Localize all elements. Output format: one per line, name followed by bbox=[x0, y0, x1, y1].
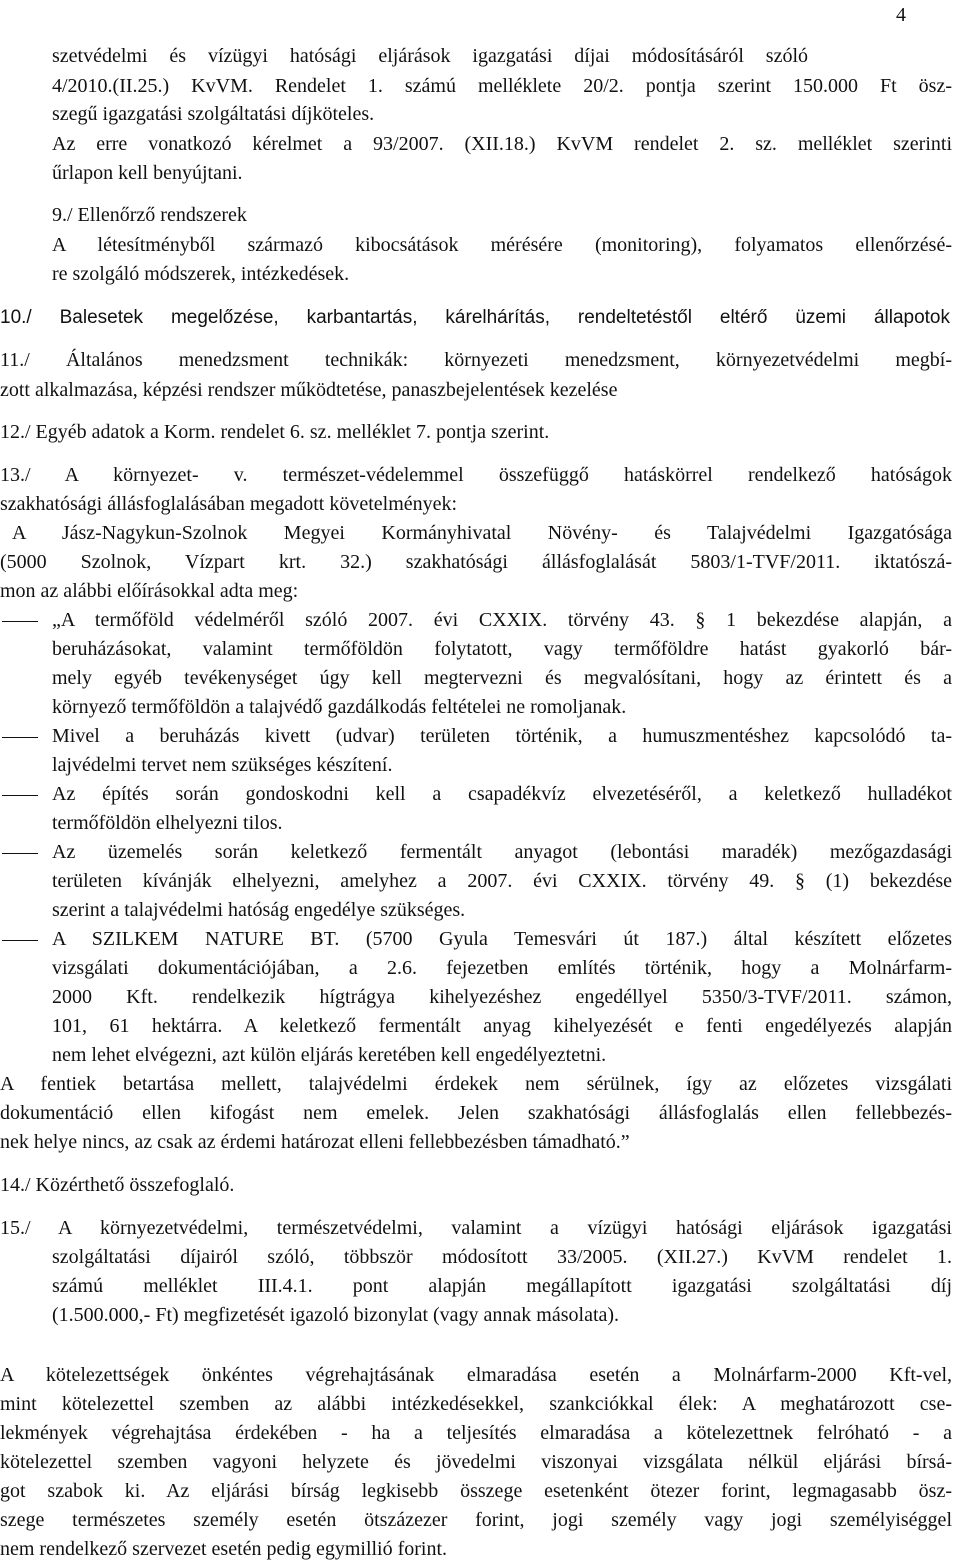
text-line: 4/2010.(II.25.) KvVM. Rendelet 1. számú melléklete 20/2. pontja szerint 150.000 Ft ösz- bbox=[52, 75, 952, 97]
list-item: „A termőföld védelméről szóló 2007. évi CXXIX. törvény 43. § 1 bekezdése alapján, a bbox=[52, 609, 952, 631]
text-line: (5000 Szolnok, Vízpart krt. 32.) szakhatósági állásfoglalását 5803/1-TVF/2011. iktatószá- bbox=[0, 551, 952, 573]
text-line: lekmények végrehajtása érdekében - ha a teljesítés elmaradása a kötelezettnek felróható - a bbox=[0, 1422, 952, 1444]
text-line: nem lehet elvégezni, azt külön eljárás keretében kell engedélyeztetni. bbox=[52, 1044, 607, 1066]
text-line: szerint a talajvédelmi hatóság engedélye szükséges. bbox=[52, 899, 466, 921]
bullet-dash bbox=[2, 621, 38, 622]
list-item: A SZILKEM NATURE BT. (5700 Gyula Temesvári út 187.) által készített előzetes bbox=[52, 928, 952, 950]
text-line: got szabok ki. Az eljárási bírság legkisebb összege esetenként ötezer forint, legmagasabb ösz- bbox=[0, 1480, 952, 1502]
bullet-dash bbox=[2, 940, 38, 941]
text-line: szegű igazgatási szolgáltatási díjköteles. bbox=[52, 103, 375, 125]
list-item: Mivel a beruházás kivett (udvar) területen történik, a humuszmentéshez kapcsolódó ta- bbox=[52, 725, 952, 747]
section-heading: 15./ A környezetvédelmi, természetvédelmi, valamint a vízügyi hatósági eljárások igazgatási bbox=[0, 1217, 952, 1239]
list-item: Az építés során gondoskodni kell a csapadékvíz elvezetéséről, a keletkező hulladékot bbox=[52, 783, 952, 805]
section-heading: 9./ Ellenőrző rendszerek bbox=[52, 204, 247, 226]
list-item: Az üzemelés során keletkező fermentált anyagot (lebontási maradék) mezőgazdasági bbox=[52, 841, 952, 863]
section-heading: 13./ A környezet- v. természet-védelemmel összefüggő hatáskörrel rendelkező hatóságok bbox=[0, 464, 952, 486]
text-line: nek helye nincs, az csak az érdemi határozat elleni fellebbezésben támadható.” bbox=[0, 1131, 630, 1153]
text-line: A kötelezettségek önkéntes végrehajtásának elmaradása esetén a Molnárfarm-2000 Kft-vel, bbox=[0, 1364, 952, 1386]
text-line: Az erre vonatkozó kérelmet a 93/2007. (XII.18.) KvVM rendelet 2. sz. melléklet szerinti bbox=[52, 133, 952, 155]
bullet-dash bbox=[2, 737, 38, 738]
text-line: szetvédelmi és vízügyi hatósági eljárások igazgatási díjai módosításáról szóló bbox=[52, 45, 808, 67]
text-line: mon az alábbi előírásokkal adta meg: bbox=[0, 580, 299, 602]
text-line: nem rendelkező szervezet esetén pedig egymillió forint. bbox=[0, 1538, 448, 1560]
text-line: A Jász-Nagykun-Szolnok Megyei Kormányhivatal Növény- és Talajvédelmi Igazgatósága bbox=[12, 522, 952, 544]
text-line: 11./ Általános menedzsment technikák: környezeti menedzsment, környezetvédelmi megbí- bbox=[0, 349, 952, 371]
text-line: zott alkalmazása, képzési rendszer működtetése, panaszbejelentések kezelése bbox=[0, 379, 618, 401]
text-line: kötelezettel szemben vagyoni helyzete és jövedelmi viszonyai vizsgálata nélkül eljárási bírsá- bbox=[0, 1451, 952, 1473]
text-line: termőföldön elhelyezni tilos. bbox=[52, 812, 283, 834]
text-line: A fentiek betartása mellett, talajvédelmi érdekek nem sérülnek, így az előzetes vizsgálati bbox=[0, 1073, 952, 1095]
text-line: beruházásokat, valamint termőföldön folytatott, vagy termőföldre hatást gyakorló bár- bbox=[52, 638, 952, 660]
section-heading: 14./ Közérthető összefoglaló. bbox=[0, 1174, 235, 1196]
text-line: szege természetes személy esetén ötszázezer forint, jogi személy vagy jogi személyiséggel bbox=[0, 1509, 952, 1531]
bullet-dash bbox=[2, 853, 38, 854]
text-line: (1.500.000,- Ft) megfizetését igazoló bizonylat (vagy annak másolata). bbox=[52, 1304, 620, 1326]
bullet-dash bbox=[2, 795, 38, 796]
text-line: szolgáltatási díjairól szóló, többször módosított 33/2005. (XII.27.) KvVM rendelet 1. bbox=[52, 1246, 952, 1268]
text-line: re szolgáló módszerek, intézkedések. bbox=[52, 263, 350, 285]
text-line: vizsgálati dokumentációjában, a 2.6. fejezetben említés történik, hogy a Molnárfarm- bbox=[52, 957, 952, 979]
page-number: 4 bbox=[896, 4, 906, 26]
text-line: területen kívánják elhelyezni, amelyhez a 2007. évi CXXIX. törvény 49. § (1) bekezdése bbox=[52, 870, 952, 892]
text-line: számú melléklet III.4.1. pont alapján megállapított igazgatási szolgáltatási díj bbox=[52, 1275, 952, 1297]
section-heading: 10./ Balesetek megelőzése, karbantartás, kárelhárítás, rendeltetéstől eltérő üzemi állapotok bbox=[0, 307, 950, 328]
text-line: mely egyéb tevékenységet úgy kell megtervezni és megvalósítani, hogy az érintett és a bbox=[52, 667, 952, 689]
text-line: környező termőföldön a talajvédő gazdálkodás feltételei ne romoljanak. bbox=[52, 696, 627, 718]
text-line: dokumentáció ellen kifogást nem emelek. Jelen szakhatósági állásfoglalás ellen fellebbezés- bbox=[0, 1102, 952, 1124]
text-line: A létesítményből származó kibocsátások mérésére (monitoring), folyamatos ellenőrzésé- bbox=[52, 234, 952, 256]
text-line: lajvédelmi tervet nem szükséges készítení. bbox=[52, 754, 393, 776]
text-line: mint kötelezettel szemben az alábbi intézkedésekkel, szankciókkal élek: A meghatározott cse- bbox=[0, 1393, 952, 1415]
section-heading: 12./ Egyéb adatok a Korm. rendelet 6. sz. melléklet 7. pontja szerint. bbox=[0, 421, 550, 443]
text-line: 101, 61 hektárra. A keletkező fermentált anyag kihelyezését e fenti engedélyezés alapján bbox=[52, 1015, 952, 1037]
text-line: szakhatósági állásfoglalásában megadott követelmények: bbox=[0, 493, 458, 515]
text-line: űrlapon kell benyújtani. bbox=[52, 162, 243, 184]
text-line: 2000 Kft. rendelkezik hígtrágya kihelyezéshez engedéllyel 5350/3-TVF/2011. számon, bbox=[52, 986, 952, 1008]
